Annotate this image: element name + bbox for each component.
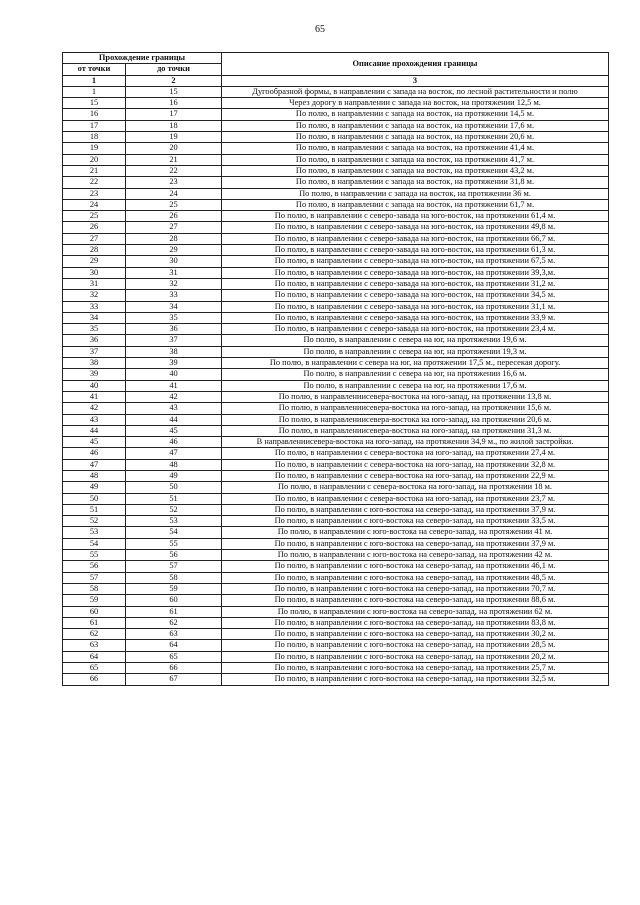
to-cell: 67 bbox=[126, 674, 222, 685]
table-row bbox=[63, 233, 609, 244]
description-cell: По полю, в направлении с юго-востока на северо-запад, на протяжении 32,5 м. bbox=[222, 674, 609, 685]
from-cell: 53 bbox=[63, 527, 126, 538]
table-row bbox=[63, 312, 609, 323]
from-cell: 31 bbox=[63, 278, 126, 289]
to-cell: 44 bbox=[126, 414, 222, 425]
from-cell: 55 bbox=[63, 550, 126, 561]
description-cell: По полю, в направлении с юго-востока на северо-запад, на протяжении 37,9 м. bbox=[222, 504, 609, 515]
description-cell: По полю, в направлении с юго-востока на северо-запад, на протяжении 20,2 м. bbox=[222, 651, 609, 662]
table-row bbox=[63, 143, 609, 154]
table-row bbox=[63, 358, 609, 369]
to-cell: 46 bbox=[126, 437, 222, 448]
table-row bbox=[63, 674, 609, 685]
description-cell: По полю, в направлении с северо-завада на юго-восток, на протяжении 61,4 м. bbox=[222, 211, 609, 222]
to-cell: 48 bbox=[126, 459, 222, 470]
table-row bbox=[63, 550, 609, 561]
from-cell: 42 bbox=[63, 403, 126, 414]
to-cell: 55 bbox=[126, 538, 222, 549]
table-row bbox=[63, 211, 609, 222]
from-cell: 26 bbox=[63, 222, 126, 233]
header-description: Описание прохождения границы bbox=[222, 53, 609, 76]
table-row bbox=[63, 437, 609, 448]
to-cell: 61 bbox=[126, 606, 222, 617]
header-num-1: 1 bbox=[63, 75, 126, 86]
description-cell: По полю, в направлении с севера-востока на юго-запад, на протяжении 32,8 м. bbox=[222, 459, 609, 470]
description-cell: По полю, в направлении с севера-востока на юго-запад, на протяжении 18 м. bbox=[222, 482, 609, 493]
from-cell: 49 bbox=[63, 482, 126, 493]
from-cell: 48 bbox=[63, 470, 126, 481]
description-cell: По полю, в направлении с запада на восток, на протяжении 43,2 м. bbox=[222, 165, 609, 176]
table-row bbox=[63, 538, 609, 549]
table-row bbox=[63, 177, 609, 188]
description-cell: По полю, в направлении с юго-востока на северо-запад, на протяжении 88,6 м. bbox=[222, 595, 609, 606]
from-cell: 15 bbox=[63, 98, 126, 109]
boundary-table bbox=[62, 52, 609, 686]
description-cell: По полю, в направлении с юго-востока на северо-запад, на протяжении 33,5 м. bbox=[222, 516, 609, 527]
table-row bbox=[63, 301, 609, 312]
table-row bbox=[63, 324, 609, 335]
description-cell: По полю, в направлении с северо-завада на юго-восток, на протяжении 31,2 м. bbox=[222, 278, 609, 289]
from-cell: 57 bbox=[63, 572, 126, 583]
description-cell: По полю, в направлении с севера-востока на юго-запад, на протяжении 23,7 м. bbox=[222, 493, 609, 504]
to-cell: 49 bbox=[126, 470, 222, 481]
from-cell: 56 bbox=[63, 561, 126, 572]
to-cell: 39 bbox=[126, 358, 222, 369]
description-cell: По полю, в направлении с северо-завада на юго-восток, на протяжении 23,4 м. bbox=[222, 324, 609, 335]
description-cell: По полю, в направлении с северо-завада на юго-восток, на протяжении 49,8 м. bbox=[222, 222, 609, 233]
description-cell: По полю, в направлении с северо-завада на юго-восток, на протяжении 31,1 м. bbox=[222, 301, 609, 312]
from-cell: 39 bbox=[63, 369, 126, 380]
to-cell: 18 bbox=[126, 120, 222, 131]
to-cell: 57 bbox=[126, 561, 222, 572]
table-row bbox=[63, 380, 609, 391]
to-cell: 16 bbox=[126, 98, 222, 109]
from-cell: 1 bbox=[63, 86, 126, 97]
description-cell: По полю, в направлениисевера-востока на юго-запад, на протяжении 31,3 м. bbox=[222, 425, 609, 436]
table-row bbox=[63, 369, 609, 380]
table-row bbox=[63, 572, 609, 583]
table-row bbox=[63, 651, 609, 662]
from-cell: 38 bbox=[63, 358, 126, 369]
from-cell: 62 bbox=[63, 629, 126, 640]
description-cell: По полю, в направлении с юго-востока на северо-запад, на протяжении 30,2 м. bbox=[222, 629, 609, 640]
to-cell: 37 bbox=[126, 335, 222, 346]
table-row bbox=[63, 617, 609, 628]
description-cell: По полю, в направлении с северо-завада на юго-восток, на протяжении 39,3,м. bbox=[222, 267, 609, 278]
table-row bbox=[63, 629, 609, 640]
table-row bbox=[63, 154, 609, 165]
description-cell: По полю, в направлении с юго-востока на северо-запад, на протяжении 48,5 м. bbox=[222, 572, 609, 583]
from-cell: 65 bbox=[63, 663, 126, 674]
description-cell: По полю, в направлении с запада на восток, на протяжении 20,6 м. bbox=[222, 132, 609, 143]
to-cell: 60 bbox=[126, 595, 222, 606]
from-cell: 23 bbox=[63, 188, 126, 199]
to-cell: 65 bbox=[126, 651, 222, 662]
from-cell: 63 bbox=[63, 640, 126, 651]
table-row bbox=[63, 256, 609, 267]
description-cell: Через дорогу в направлении с запада на восток, на протяжении 12,5 м. bbox=[222, 98, 609, 109]
from-cell: 47 bbox=[63, 459, 126, 470]
description-cell: По полю, в направлении с северо-завада на юго-восток, на протяжении 67,5 м. bbox=[222, 256, 609, 267]
from-cell: 44 bbox=[63, 425, 126, 436]
description-cell: По полю, в направлении с северо-завада на юго-восток, на протяжении 34,5 м. bbox=[222, 290, 609, 301]
to-cell: 52 bbox=[126, 504, 222, 515]
to-cell: 21 bbox=[126, 154, 222, 165]
from-cell: 59 bbox=[63, 595, 126, 606]
description-cell: По полю, в направлении с юго-востока на северо-запад, на протяжении 37,9 м. bbox=[222, 538, 609, 549]
page-number: 65 bbox=[315, 24, 325, 35]
from-cell: 66 bbox=[63, 674, 126, 685]
to-cell: 34 bbox=[126, 301, 222, 312]
table-row bbox=[63, 482, 609, 493]
description-cell: По полю, в направлении с севера-востока на юго-запад, на протяжении 27,4 м. bbox=[222, 448, 609, 459]
from-cell: 30 bbox=[63, 267, 126, 278]
header-to: до точки bbox=[126, 64, 222, 75]
description-cell: По полю, в направлениисевера-востока на юго-запад, на протяжении 20,6 м. bbox=[222, 414, 609, 425]
table-row bbox=[63, 595, 609, 606]
table-row bbox=[63, 606, 609, 617]
to-cell: 47 bbox=[126, 448, 222, 459]
to-cell: 36 bbox=[126, 324, 222, 335]
from-cell: 61 bbox=[63, 617, 126, 628]
from-cell: 54 bbox=[63, 538, 126, 549]
description-cell: Дугообразной формы, в направлении с запада на восток, по лесной растительности и полю bbox=[222, 86, 609, 97]
to-cell: 43 bbox=[126, 403, 222, 414]
from-cell: 36 bbox=[63, 335, 126, 346]
table-row bbox=[63, 448, 609, 459]
from-cell: 18 bbox=[63, 132, 126, 143]
table-row bbox=[63, 199, 609, 210]
table-header bbox=[63, 53, 609, 87]
to-cell: 53 bbox=[126, 516, 222, 527]
description-cell: По полю, в направлениисевера-востока на юго-запад, на протяжении 13,8 м. bbox=[222, 391, 609, 402]
from-cell: 43 bbox=[63, 414, 126, 425]
description-cell: По полю, в направлении с запада на восток, на протяжении 41,4 м. bbox=[222, 143, 609, 154]
to-cell: 15 bbox=[126, 86, 222, 97]
table-row bbox=[63, 470, 609, 481]
description-cell: По полю, в направлении с юго-востока на северо-запад, на протяжении 62 м. bbox=[222, 606, 609, 617]
table-row bbox=[63, 414, 609, 425]
description-cell: По полю, в направлении с северо-завада на юго-восток, на протяжении 33,9 м. bbox=[222, 312, 609, 323]
from-cell: 17 bbox=[63, 120, 126, 131]
table-row bbox=[63, 561, 609, 572]
to-cell: 63 bbox=[126, 629, 222, 640]
from-cell: 22 bbox=[63, 177, 126, 188]
table-row bbox=[63, 165, 609, 176]
table-row bbox=[63, 663, 609, 674]
description-cell: По полю, в направлениисевера-востока на юго-запад, на протяжении 15,6 м. bbox=[222, 403, 609, 414]
from-cell: 52 bbox=[63, 516, 126, 527]
to-cell: 27 bbox=[126, 222, 222, 233]
table-row bbox=[63, 335, 609, 346]
to-cell: 29 bbox=[126, 245, 222, 256]
to-cell: 24 bbox=[126, 188, 222, 199]
from-cell: 45 bbox=[63, 437, 126, 448]
table-row bbox=[63, 86, 609, 97]
table-row bbox=[63, 278, 609, 289]
to-cell: 41 bbox=[126, 380, 222, 391]
to-cell: 50 bbox=[126, 482, 222, 493]
from-cell: 35 bbox=[63, 324, 126, 335]
to-cell: 64 bbox=[126, 640, 222, 651]
header-num-2: 2 bbox=[126, 75, 222, 86]
table-body bbox=[63, 86, 609, 685]
table-row bbox=[63, 132, 609, 143]
description-cell: По полю, в направлении с юго-востока на северо-запад, на протяжении 42 м. bbox=[222, 550, 609, 561]
from-cell: 32 bbox=[63, 290, 126, 301]
table-row bbox=[63, 98, 609, 109]
to-cell: 20 bbox=[126, 143, 222, 154]
to-cell: 66 bbox=[126, 663, 222, 674]
from-cell: 27 bbox=[63, 233, 126, 244]
description-cell: По полю, в направлении с юго-востока на северо-запад, на протяжении 28,5 м. bbox=[222, 640, 609, 651]
from-cell: 21 bbox=[63, 165, 126, 176]
table-row bbox=[63, 245, 609, 256]
from-cell: 25 bbox=[63, 211, 126, 222]
header-from: от точки bbox=[63, 64, 126, 75]
from-cell: 60 bbox=[63, 606, 126, 617]
description-cell: По полю, в направлении с юго-востока на северо-запад, на протяжении 70,7 м. bbox=[222, 583, 609, 594]
to-cell: 51 bbox=[126, 493, 222, 504]
header-num-3: 3 bbox=[222, 75, 609, 86]
description-cell: По полю, в направлении с северо-завада на юго-восток, на протяжении 66,7 м. bbox=[222, 233, 609, 244]
description-cell: По полю, в направлении с севера-востока на юго-запад, на протяжении 22,9 м. bbox=[222, 470, 609, 481]
to-cell: 40 bbox=[126, 369, 222, 380]
table-row bbox=[63, 267, 609, 278]
description-cell: По полю, в направлении с запада на восток, на протяжении 14,5 м. bbox=[222, 109, 609, 120]
description-cell: По полю, в направлении с запада на восток, на протяжении 31,8 м. bbox=[222, 177, 609, 188]
description-cell: По полю, в направлении с севера на юг, на протяжении 17,5 м., пересекая дорогу. bbox=[222, 358, 609, 369]
from-cell: 37 bbox=[63, 346, 126, 357]
from-cell: 64 bbox=[63, 651, 126, 662]
table-row bbox=[63, 188, 609, 199]
from-cell: 28 bbox=[63, 245, 126, 256]
to-cell: 30 bbox=[126, 256, 222, 267]
description-cell: По полю, в направлении с запада на восток, на протяжении 17,6 м. bbox=[222, 120, 609, 131]
description-cell: По полю, в направлении с северо-завада на юго-восток, на протяжении 61,3 м. bbox=[222, 245, 609, 256]
from-cell: 19 bbox=[63, 143, 126, 154]
to-cell: 25 bbox=[126, 199, 222, 210]
description-cell: По полю, в направлении с севера на юг, на протяжении 19,3 м. bbox=[222, 346, 609, 357]
table-row bbox=[63, 640, 609, 651]
from-cell: 34 bbox=[63, 312, 126, 323]
to-cell: 35 bbox=[126, 312, 222, 323]
from-cell: 33 bbox=[63, 301, 126, 312]
description-cell: По полю, в направлении с запада на восток, на протяжении 61,7 м. bbox=[222, 199, 609, 210]
table-row bbox=[63, 403, 609, 414]
table-row bbox=[63, 527, 609, 538]
to-cell: 62 bbox=[126, 617, 222, 628]
description-cell: По полю, в направлении с севера на юг, на протяжении 17,6 м. bbox=[222, 380, 609, 391]
to-cell: 58 bbox=[126, 572, 222, 583]
table-row bbox=[63, 222, 609, 233]
description-cell: По полю, в направлении с запада на восток, на протяжении 41,7 м. bbox=[222, 154, 609, 165]
from-cell: 16 bbox=[63, 109, 126, 120]
description-cell: По полю, в направлении с юго-востока на северо-запад, на протяжении 46,1 м. bbox=[222, 561, 609, 572]
to-cell: 23 bbox=[126, 177, 222, 188]
from-cell: 24 bbox=[63, 199, 126, 210]
table-row bbox=[63, 493, 609, 504]
to-cell: 45 bbox=[126, 425, 222, 436]
table-row bbox=[63, 516, 609, 527]
table-row bbox=[63, 425, 609, 436]
to-cell: 59 bbox=[126, 583, 222, 594]
table-row bbox=[63, 120, 609, 131]
from-cell: 58 bbox=[63, 583, 126, 594]
from-cell: 51 bbox=[63, 504, 126, 515]
table-row bbox=[63, 583, 609, 594]
to-cell: 17 bbox=[126, 109, 222, 120]
from-cell: 20 bbox=[63, 154, 126, 165]
description-cell: По полю, в направлении с севера на юг, на протяжении 19,6 м. bbox=[222, 335, 609, 346]
from-cell: 29 bbox=[63, 256, 126, 267]
to-cell: 22 bbox=[126, 165, 222, 176]
to-cell: 31 bbox=[126, 267, 222, 278]
header-group: Прохождение границы bbox=[63, 53, 222, 64]
to-cell: 33 bbox=[126, 290, 222, 301]
to-cell: 42 bbox=[126, 391, 222, 402]
table-row bbox=[63, 459, 609, 470]
to-cell: 28 bbox=[126, 233, 222, 244]
description-cell: По полю, в направлении с юго-востока на северо-запад, на протяжении 41 м. bbox=[222, 527, 609, 538]
description-cell: По полю, в направлении с запада на восток, на протяжении 36 м. bbox=[222, 188, 609, 199]
table-row bbox=[63, 504, 609, 515]
from-cell: 46 bbox=[63, 448, 126, 459]
table-row bbox=[63, 346, 609, 357]
to-cell: 19 bbox=[126, 132, 222, 143]
from-cell: 50 bbox=[63, 493, 126, 504]
from-cell: 40 bbox=[63, 380, 126, 391]
table-row bbox=[63, 290, 609, 301]
description-cell: По полю, в направлении с севера на юг, на протяжении 16,6 м. bbox=[222, 369, 609, 380]
description-cell: В направлениисевера-востока на юго-запад, на протяжении 34,9 м., по жилой застройки. bbox=[222, 437, 609, 448]
to-cell: 26 bbox=[126, 211, 222, 222]
to-cell: 54 bbox=[126, 527, 222, 538]
to-cell: 38 bbox=[126, 346, 222, 357]
to-cell: 56 bbox=[126, 550, 222, 561]
from-cell: 41 bbox=[63, 391, 126, 402]
description-cell: По полю, в направлении с юго-востока на северо-запад, на протяжении 83,8 м. bbox=[222, 617, 609, 628]
table-row bbox=[63, 109, 609, 120]
description-cell: По полю, в направлении с юго-востока на северо-запад, на протяжении 25,7 м. bbox=[222, 663, 609, 674]
table-row bbox=[63, 391, 609, 402]
to-cell: 32 bbox=[126, 278, 222, 289]
